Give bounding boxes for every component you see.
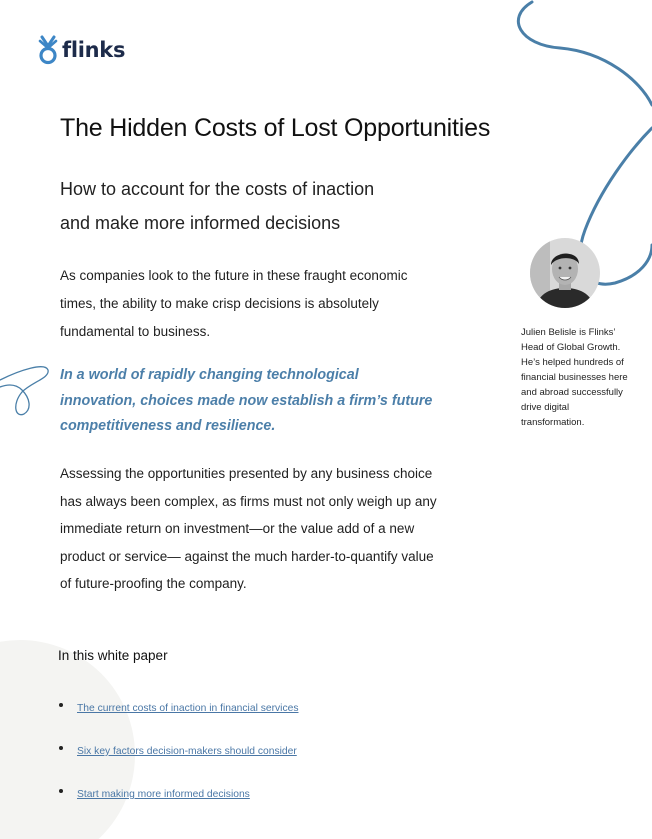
intro-line: fundamental to business.: [60, 324, 211, 339]
toc-link-costs-of-inaction[interactable]: The current costs of inaction in financial services: [77, 703, 299, 714]
bio-line: and abroad successfully: [521, 387, 623, 398]
body-paragraph: [60, 460, 450, 598]
quote-line: innovation, choices made now establish a firm’s future: [60, 392, 433, 409]
quote-line: In a world of rapidly changing technological: [60, 367, 359, 383]
document-title: The Hidden Costs of Lost Opportunities: [60, 114, 491, 142]
author-avatar: [530, 238, 600, 308]
bullet-icon: [59, 789, 63, 793]
toc-list: [58, 698, 298, 827]
intro-line: times, the ability to make crisp decisions is absolutely: [60, 296, 379, 311]
bio-line: drive digital: [521, 402, 570, 413]
body-line: has always been complex, as firms must not only weigh up any: [60, 493, 437, 509]
subtitle-line: and make more informed decisions: [60, 213, 341, 233]
flinks-logo-text: flinks: [62, 38, 126, 62]
body-line: product or service— against the much harder-to-quantify value: [60, 548, 434, 564]
author-bio: [521, 325, 636, 430]
bullet-icon: [59, 703, 63, 707]
intro-paragraph: [60, 262, 440, 346]
portrait-photo-icon: [530, 238, 600, 308]
subtitle-line: How to account for the costs of inaction: [60, 179, 375, 199]
bio-line: Head of Global Growth.: [521, 342, 621, 353]
bio-line: Julien Belisle is Flinks’: [521, 327, 616, 338]
body-line: of future-proofing the company.: [60, 576, 247, 591]
flinks-logo-icon: [37, 35, 59, 65]
body-line: Assessing the opportunities presented by any business choice: [60, 466, 433, 481]
toc-link-key-factors[interactable]: Six key factors decision-makers should consider: [77, 746, 297, 757]
bullet-icon: [59, 746, 63, 750]
toc-item: [58, 698, 298, 741]
bio-line: transformation.: [521, 417, 585, 428]
flinks-logo[interactable]: [37, 35, 125, 65]
intro-line: As companies look to the future in these fraught economic: [60, 268, 408, 283]
toc-link-informed-decisions[interactable]: Start making more informed decisions: [77, 789, 250, 800]
document-subtitle: [60, 172, 460, 240]
body-line: immediate return on investment—or the value add of a new: [60, 521, 415, 536]
toc-item: [58, 741, 298, 784]
toc-item: [58, 784, 298, 827]
pull-quote: [60, 363, 440, 440]
quote-line: competitiveness and resilience.: [60, 418, 276, 434]
toc-heading: In this white paper: [58, 648, 168, 663]
bio-line: financial businesses here: [521, 372, 628, 383]
bio-line: He’s helped hundreds of: [521, 357, 624, 368]
